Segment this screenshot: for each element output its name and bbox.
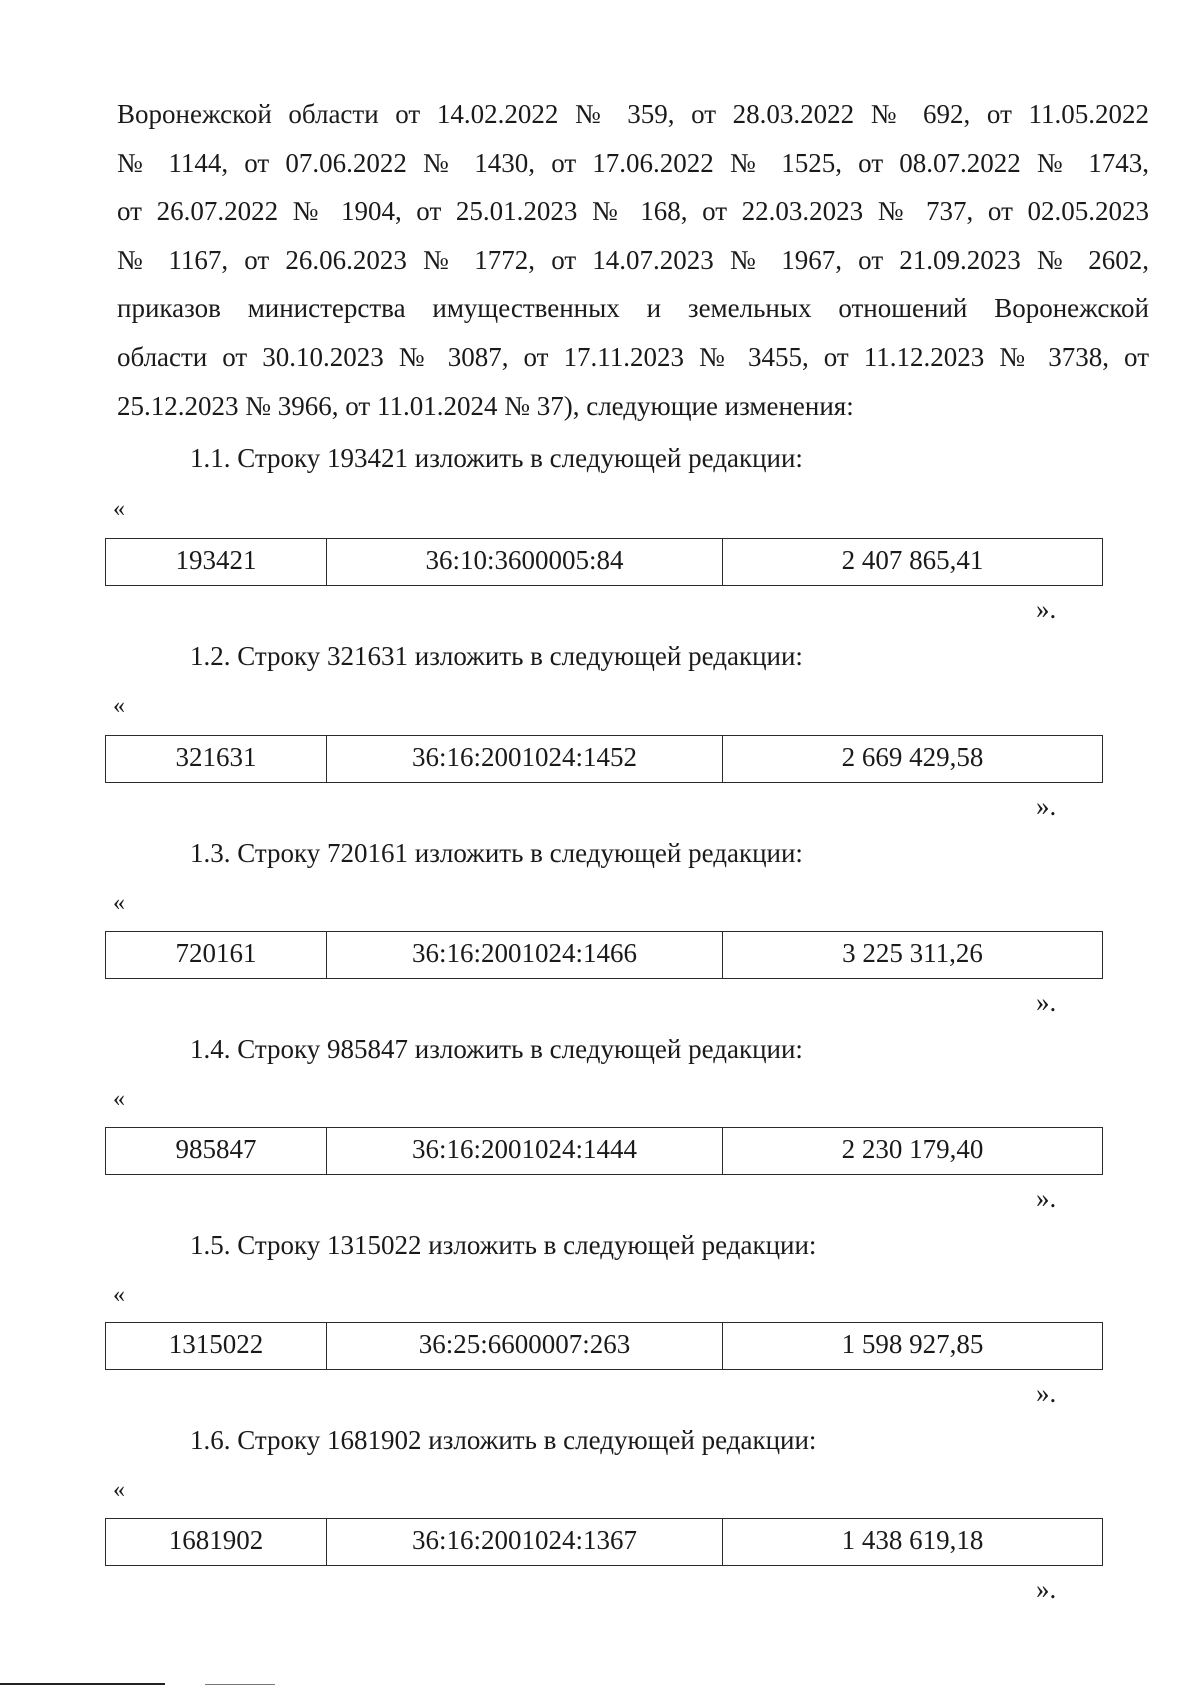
scan-edge-mark <box>205 1684 275 1685</box>
cadastral-number-cell: 36:16:2001024:1452 <box>327 736 723 783</box>
item-heading: 1.5. Строку 1315022 изложить в следующей редакции: <box>190 1230 817 1260</box>
replacement-row-table <box>105 735 1103 783</box>
table-row <box>106 1323 1103 1370</box>
intro-line: от 26.07.2022 № 1904, от 25.01.2023 № 168, от 22.03.2023 № 737, от 02.05.2023 <box>117 196 1149 227</box>
intro-line: Воронежской области от 14.02.2022 № 359, от 28.03.2022 № 692, от 11.05.2022 <box>117 99 1149 129</box>
closing-quote: ». <box>1036 1183 1057 1213</box>
table-row <box>106 1128 1103 1175</box>
row-number-cell: 1315022 <box>106 1323 327 1370</box>
item-heading: 1.2. Строку 321631 изложить в следующей редакции: <box>190 641 803 671</box>
row-number-cell: 321631 <box>106 736 327 783</box>
value-cell: 2 230 179,40 <box>723 1128 1103 1175</box>
value-cell: 1 438 619,18 <box>723 1519 1103 1566</box>
value-cell: 3 225 311,26 <box>723 932 1103 979</box>
item-heading: 1.4. Строку 985847 изложить в следующей редакции: <box>190 1034 803 1064</box>
opening-quote: « <box>113 1282 125 1308</box>
cadastral-number-cell: 36:16:2001024:1444 <box>327 1128 723 1175</box>
opening-quote: « <box>113 1086 125 1112</box>
opening-quote: « <box>113 890 125 916</box>
intro-line: 25.12.2023 № 3966, от 11.01.2024 № 37), следующие изменения: <box>117 390 854 421</box>
replacement-row-table <box>105 538 1103 586</box>
value-cell: 2 669 429,58 <box>723 736 1103 783</box>
closing-quote: ». <box>1036 987 1057 1017</box>
replacement-row-table <box>105 1127 1103 1175</box>
table-row <box>106 1519 1103 1566</box>
row-number-cell: 193421 <box>106 539 327 586</box>
cadastral-number-cell: 36:25:6600007:263 <box>327 1323 723 1370</box>
opening-quote: « <box>113 693 125 719</box>
row-number-cell: 720161 <box>106 932 327 979</box>
replacement-row-table <box>105 1518 1103 1566</box>
row-number-cell: 1681902 <box>106 1519 327 1566</box>
closing-quote: ». <box>1036 1574 1057 1604</box>
replacement-row-table <box>105 1322 1103 1370</box>
table-row <box>106 539 1103 586</box>
item-heading: 1.3. Строку 720161 изложить в следующей редакции: <box>190 838 803 868</box>
value-cell: 2 407 865,41 <box>723 539 1103 586</box>
opening-quote: « <box>113 496 125 522</box>
intro-line: № 1144, от 07.06.2022 № 1430, от 17.06.2022 № 1525, от 08.07.2022 № 1743, <box>117 147 1149 178</box>
intro-paragraph <box>117 90 1149 430</box>
scan-edge-mark <box>0 1683 165 1685</box>
intro-line: приказов министерства имущественных и земельных отношений Воронежской <box>117 293 1149 324</box>
cadastral-number-cell: 36:16:2001024:1367 <box>327 1519 723 1566</box>
closing-quote: ». <box>1036 1378 1057 1408</box>
opening-quote: « <box>113 1477 125 1503</box>
intro-line: № 1167, от 26.06.2023 № 1772, от 14.07.2023 № 1967, от 21.09.2023 № 2602, <box>117 244 1149 275</box>
cadastral-number-cell: 36:16:2001024:1466 <box>327 932 723 979</box>
item-heading: 1.6. Строку 1681902 изложить в следующей редакции: <box>190 1425 817 1455</box>
closing-quote: ». <box>1036 594 1057 624</box>
intro-line: области от 30.10.2023 № 3087, от 17.11.2023 № 3455, от 11.12.2023 № 3738, от <box>117 341 1149 372</box>
cadastral-number-cell: 36:10:3600005:84 <box>327 539 723 586</box>
closing-quote: ». <box>1036 791 1057 821</box>
table-row <box>106 932 1103 979</box>
replacement-row-table <box>105 931 1103 979</box>
table-row <box>106 736 1103 783</box>
value-cell: 1 598 927,85 <box>723 1323 1103 1370</box>
row-number-cell: 985847 <box>106 1128 327 1175</box>
item-heading: 1.1. Строку 193421 изложить в следующей редакции: <box>190 443 803 473</box>
